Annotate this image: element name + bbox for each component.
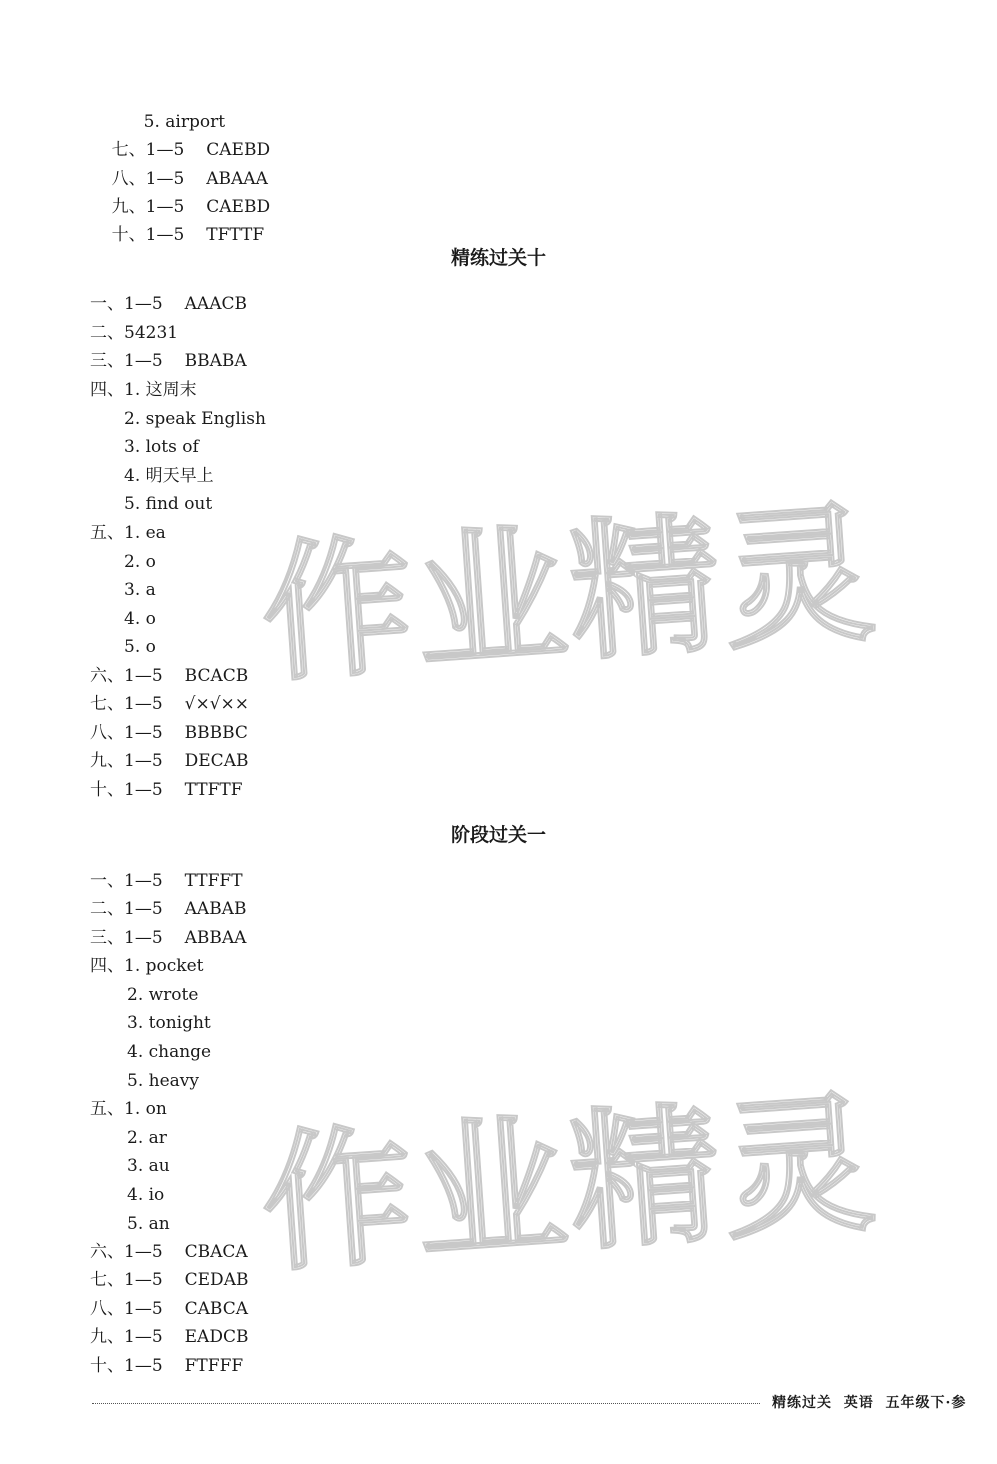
answer-line: 二、1—5 AABAB (90, 899, 247, 919)
answer-line: 5. o (124, 637, 156, 657)
page-footer: 精练过关 英语 五年级下·参 (772, 1395, 967, 1411)
answer-line: 十、1—5 TFTTF (111, 225, 265, 245)
answer-line: 七、1—5 √×√×× (90, 694, 250, 714)
answer-line: 二、54231 (90, 323, 179, 343)
answer-line: 九、1—5 DECAB (90, 751, 249, 771)
answer-line: 三、1—5 BBABA (90, 351, 247, 371)
answer-line: 九、1—5 EADCB (90, 1327, 249, 1347)
section-title: 精练过关十 (450, 247, 546, 269)
answer-line: 五、1. on (90, 1099, 167, 1119)
answer-line: 3. tonight (127, 1013, 211, 1033)
answer-line: 十、1—5 FTFFF (90, 1356, 244, 1376)
answer-line: 5. an (127, 1214, 170, 1234)
answer-line: 六、1—5 CBACA (90, 1242, 248, 1262)
answer-line: 三、1—5 ABBAA (90, 928, 247, 948)
answer-line: 2. ar (127, 1128, 167, 1148)
watermark: 作业精灵 (256, 1076, 884, 1294)
answer-line: 3. a (124, 580, 156, 600)
answer-line: 2. speak English (124, 409, 266, 429)
answer-line: 七、1—5 CEDAB (90, 1270, 249, 1290)
answer-line: 5. heavy (127, 1071, 199, 1091)
answer-line: 2. wrote (127, 985, 199, 1005)
answer-line: 3. lots of (124, 437, 199, 457)
answer-line: 3. au (127, 1156, 170, 1176)
answer-line: 5. find out (124, 494, 213, 514)
answer-line: 4. io (127, 1185, 165, 1205)
footer-rule (92, 1403, 760, 1404)
answer-line: 四、1. pocket (90, 956, 204, 976)
answer-line: 4. o (124, 609, 156, 629)
answer-line: 5. airport (143, 112, 226, 132)
answer-line: 六、1—5 BCACB (90, 666, 249, 686)
answer-line: 八、1—5 CABCA (90, 1299, 249, 1319)
answer-line: 4. change (127, 1042, 212, 1062)
answer-line: 2. o (124, 552, 156, 572)
watermark: 作业精灵 (256, 486, 884, 704)
answer-line: 四、1. 这周末 (90, 380, 197, 400)
answer-line: 4. 明天早上 (124, 466, 214, 486)
answer-line: 一、1—5 AAACB (90, 294, 247, 314)
answer-line: 八、1—5 ABAAA (111, 169, 268, 189)
answer-line: 八、1—5 BBBBC (90, 723, 248, 743)
answer-line: 七、1—5 CAEBD (111, 140, 271, 160)
answer-line: 一、1—5 TTFFT (90, 871, 243, 891)
answer-line: 十、1—5 TTFTF (90, 780, 243, 800)
answer-line: 九、1—5 CAEBD (111, 197, 271, 217)
section-title: 阶段过关一 (450, 824, 546, 846)
answer-line: 五、1. ea (90, 523, 166, 543)
